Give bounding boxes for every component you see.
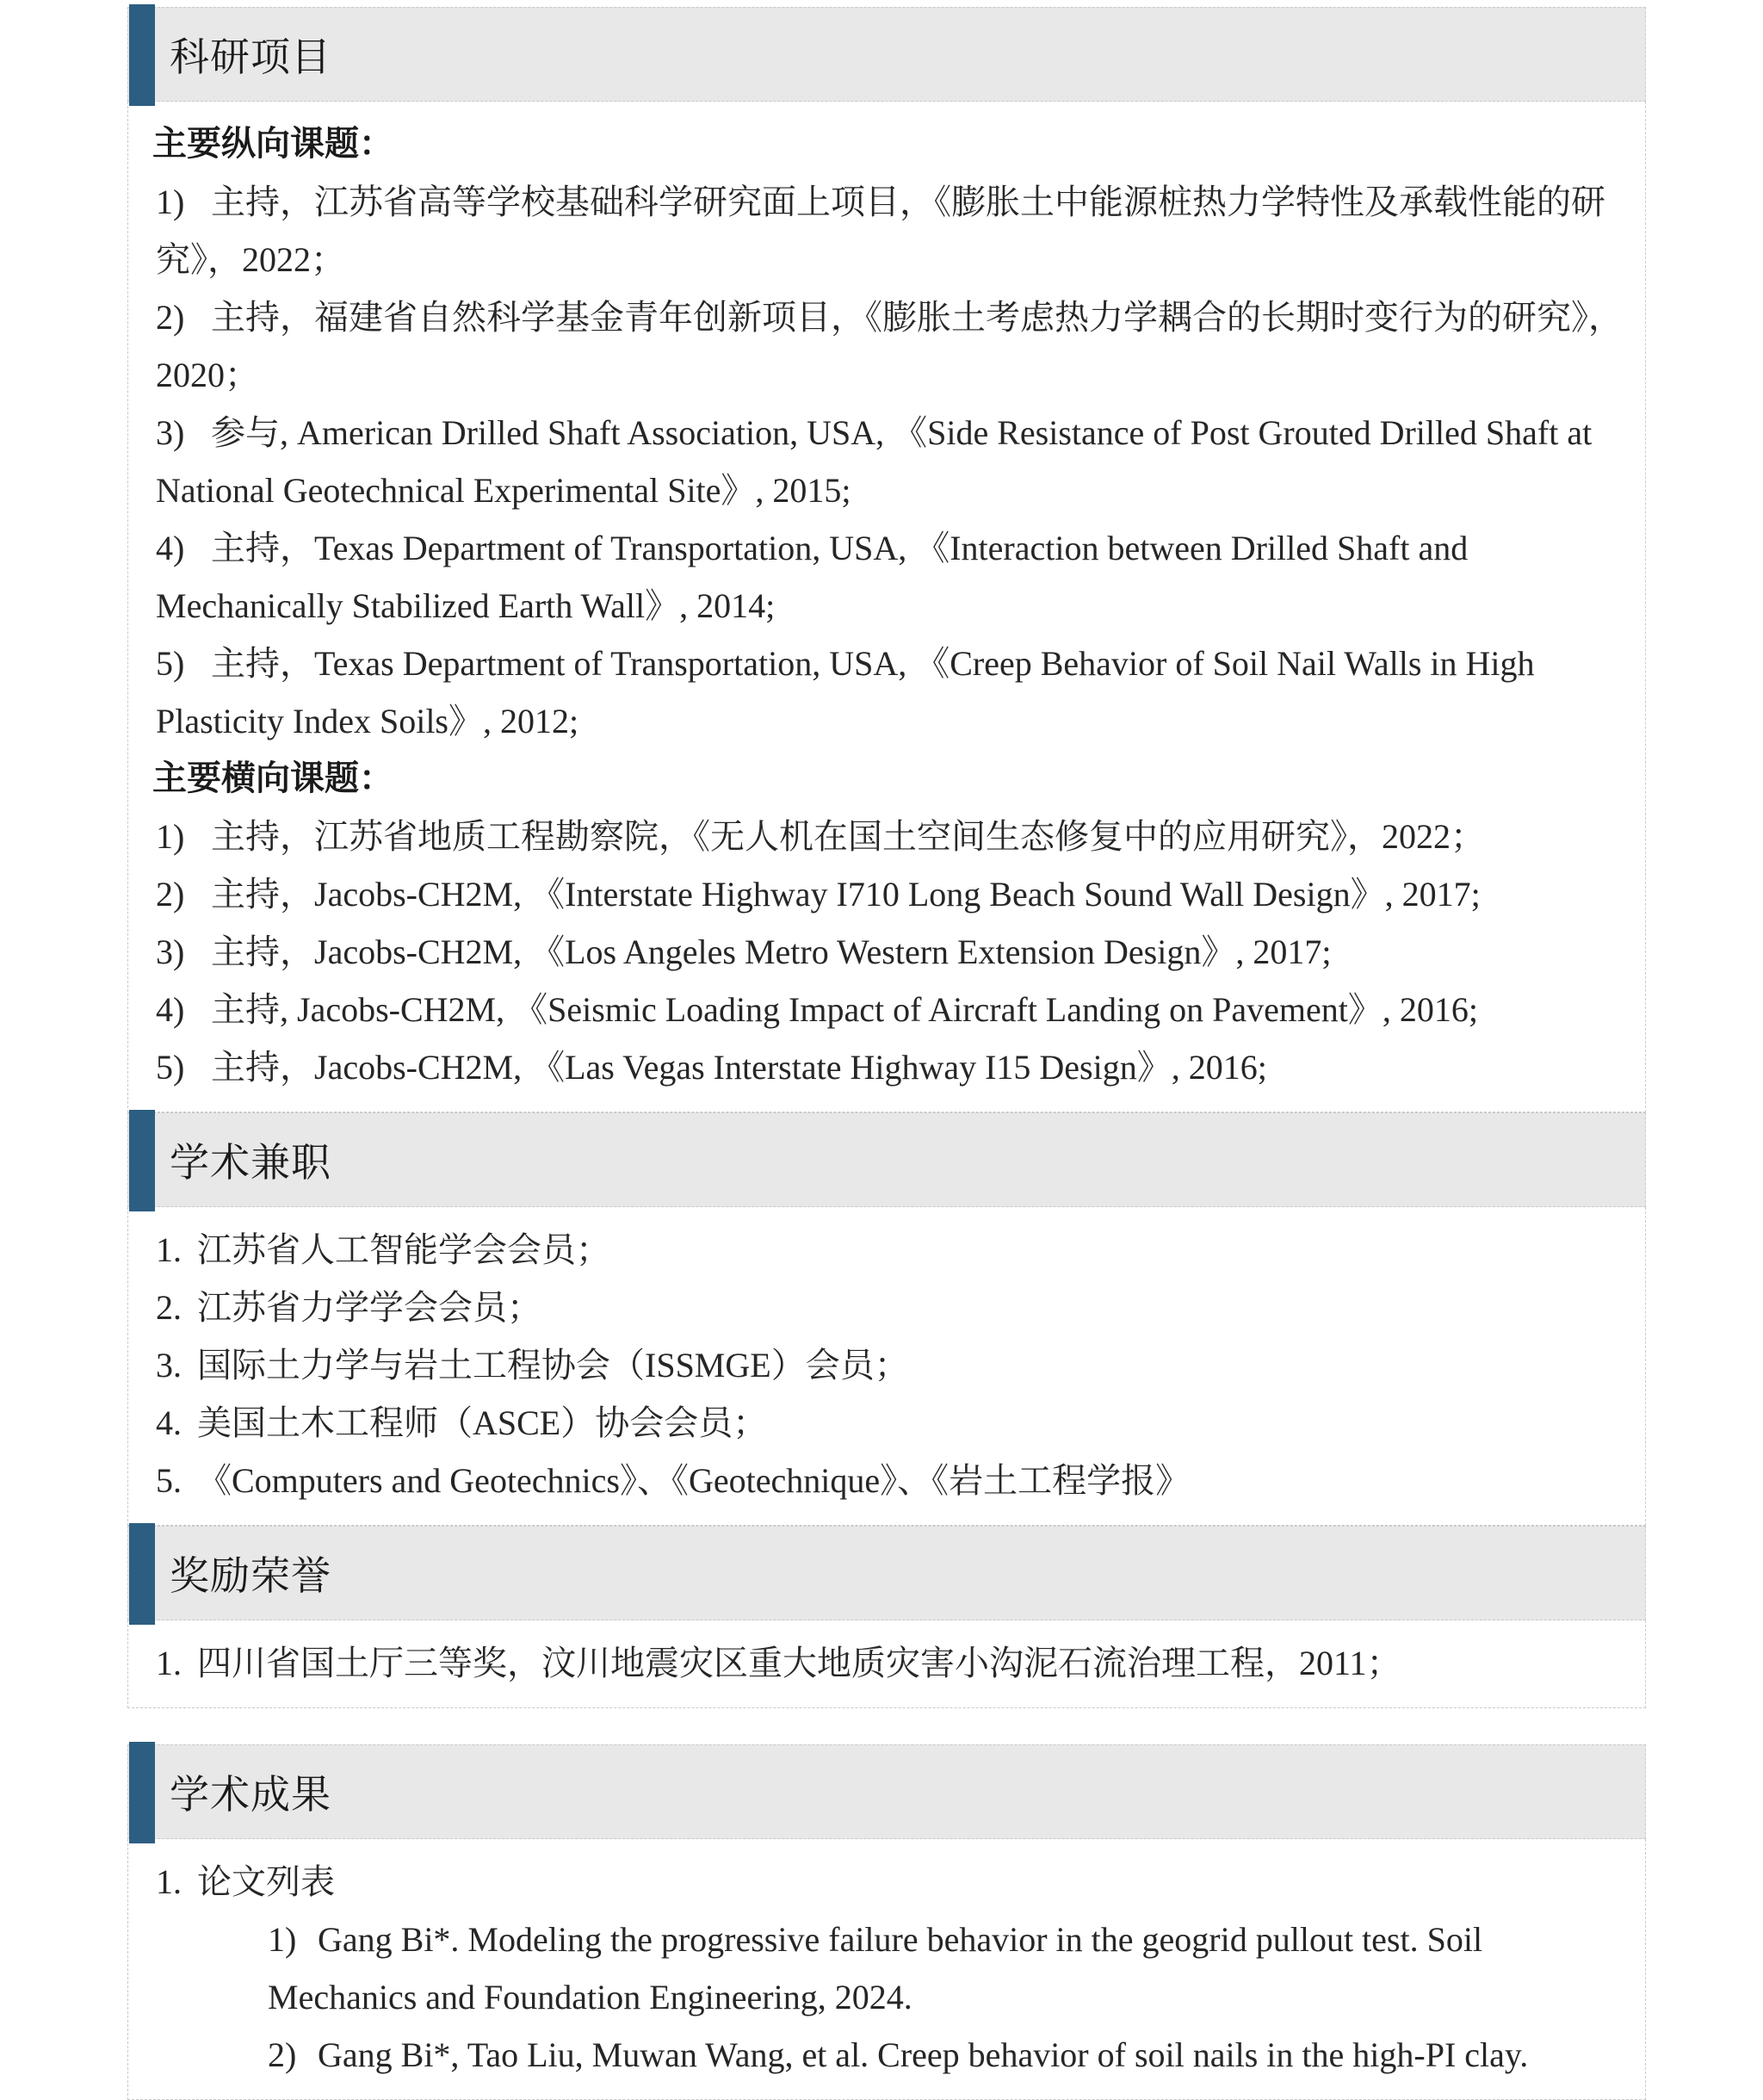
item-number: 3) bbox=[156, 413, 185, 452]
item-number: 5) bbox=[156, 644, 185, 683]
item-text: 四川省国土厅三等奖，汶川地震灾区重大地质灾害小沟泥石流治理工程，2011； bbox=[197, 1644, 1401, 1682]
section-achievements bbox=[127, 1744, 1646, 2100]
section-body-achievements bbox=[127, 1839, 1646, 2100]
item-number: 4) bbox=[156, 990, 185, 1029]
subsection-heading-horizontal: 主要横向课题： bbox=[152, 759, 393, 797]
item-number: 3. bbox=[156, 1346, 182, 1385]
section-title: 学术成果 bbox=[170, 1772, 331, 1817]
item-number: 4) bbox=[156, 529, 185, 567]
item-text: 《Computers and Geotechnics》、《Geotechnique》、《岩土工程学报》 bbox=[197, 1461, 1191, 1500]
item-number: 2) bbox=[268, 2035, 297, 2074]
section-title: 学术兼职 bbox=[170, 1140, 331, 1185]
list-item bbox=[151, 808, 1623, 865]
item-text: 参与, American Drilled Shaft Association, USA, 《Side Resistance of Post Grouted Drilled Shaft at National Geotechnical Experimental Site》, 2015; bbox=[156, 413, 1593, 510]
item-text: Gang Bi*, Tao Liu, Muwan Wang, et al. Creep behavior of soil nails in the high-PI clay. bbox=[318, 2035, 1529, 2074]
section-accent-bar bbox=[129, 1110, 155, 1211]
list-item bbox=[151, 1336, 1623, 1394]
section-body-service bbox=[127, 1207, 1646, 1526]
item-text: 主持, Jacobs-CH2M, 《Seismic Loading Impact of Aircraft Landing on Pavement》, 2016; bbox=[211, 990, 1478, 1029]
item-text: 主持，Jacobs-CH2M, 《Los Angeles Metro Western Extension Design》, 2017; bbox=[211, 932, 1332, 971]
list-item bbox=[151, 404, 1623, 519]
item-number: 2) bbox=[156, 298, 185, 337]
item-number: 3) bbox=[156, 932, 185, 971]
item-text: 主持，Jacobs-CH2M, 《Interstate Highway I710 Long Beach Sound Wall Design》, 2017; bbox=[211, 875, 1481, 914]
section-title: 科研项目 bbox=[170, 34, 331, 79]
item-number: 5. bbox=[156, 1461, 182, 1500]
item-text: 国际土力学与岩土工程协会（ISSMGE）会员； bbox=[197, 1346, 909, 1385]
item-text: 江苏省人工智能学会会员； bbox=[197, 1230, 610, 1269]
item-text: 江苏省力学学会会员； bbox=[197, 1288, 541, 1327]
list-item bbox=[151, 288, 1623, 404]
resume-page bbox=[127, 7, 1646, 2100]
list-item bbox=[151, 1394, 1623, 1452]
item-number: 1. bbox=[156, 1644, 182, 1682]
item-number: 1. bbox=[156, 1230, 182, 1269]
subsection-heading-vertical: 主要纵向课题： bbox=[152, 125, 393, 163]
paper-item bbox=[263, 1911, 1623, 2026]
item-number: 1) bbox=[156, 183, 185, 221]
item-number: 2) bbox=[156, 875, 185, 914]
section-header-research bbox=[127, 7, 1646, 102]
item-number: 5) bbox=[156, 1048, 185, 1087]
section-accent-bar bbox=[129, 1523, 155, 1625]
item-number: 1) bbox=[268, 1920, 297, 1959]
section-accent-bar bbox=[129, 4, 155, 106]
list-item bbox=[151, 981, 1623, 1038]
item-text: 主持，江苏省地质工程勘察院，《无人机在国土空间生态修复中的应用研究》，2022； bbox=[211, 817, 1485, 856]
item-text: 主持，Texas Department of Transportation, USA, 《Creep Behavior of Soil Nail Walls in High Plasticity Index Soils》, 2012; bbox=[156, 644, 1535, 740]
section-body-awards bbox=[127, 1620, 1646, 1708]
section-header-achievements bbox=[127, 1744, 1646, 1839]
list-item bbox=[151, 1853, 1623, 1911]
list-item bbox=[151, 1038, 1623, 1096]
section-service bbox=[127, 1112, 1646, 1526]
section-title: 奖励荣誉 bbox=[170, 1553, 331, 1598]
section-accent-bar bbox=[129, 1742, 155, 1843]
section-header-service bbox=[127, 1112, 1646, 1207]
section-header-awards bbox=[127, 1526, 1646, 1620]
list-item bbox=[151, 1221, 1623, 1279]
item-text: 美国土木工程师（ASCE）协会会员； bbox=[197, 1403, 768, 1442]
item-number: 4. bbox=[156, 1403, 182, 1442]
list-item bbox=[151, 173, 1623, 288]
item-text: 主持，Texas Department of Transportation, USA, 《Interaction between Drilled Shaft and Mechanically Stabilized Earth Wall》, 2014; bbox=[156, 529, 1469, 625]
paper-item bbox=[263, 2026, 1623, 2084]
section-body-research bbox=[127, 102, 1646, 1112]
list-item bbox=[151, 635, 1623, 750]
section-research bbox=[127, 7, 1646, 1112]
item-text: 主持，江苏省高等学校基础科学研究面上项目，《膨胀土中能源桩热力学特性及承载性能的研究》，2022； bbox=[156, 183, 1605, 279]
list-item bbox=[151, 1452, 1623, 1509]
list-item bbox=[151, 923, 1623, 981]
item-text: Gang Bi*. Modeling the progressive failure behavior in the geogrid pullout test. Soil Mechanics and Foundation Engineering, 2024. bbox=[268, 1920, 1483, 2016]
item-number: 1) bbox=[156, 817, 185, 856]
item-number: 2. bbox=[156, 1288, 182, 1327]
list-item bbox=[151, 1279, 1623, 1336]
list-item bbox=[151, 519, 1623, 635]
item-text: 主持，福建省自然科学基金青年创新项目，《膨胀土考虑热力学耦合的长期时变行为的研究》，2020； bbox=[156, 298, 1623, 394]
item-text: 主持，Jacobs-CH2M, 《Las Vegas Interstate Highway I15 Design》, 2016; bbox=[211, 1048, 1267, 1087]
list-item bbox=[151, 1634, 1623, 1692]
section-awards bbox=[127, 1526, 1646, 1708]
list-item bbox=[151, 865, 1623, 923]
paper-list bbox=[263, 1911, 1623, 2084]
item-text: 论文列表 bbox=[197, 1862, 335, 1901]
item-number: 1. bbox=[156, 1862, 182, 1901]
